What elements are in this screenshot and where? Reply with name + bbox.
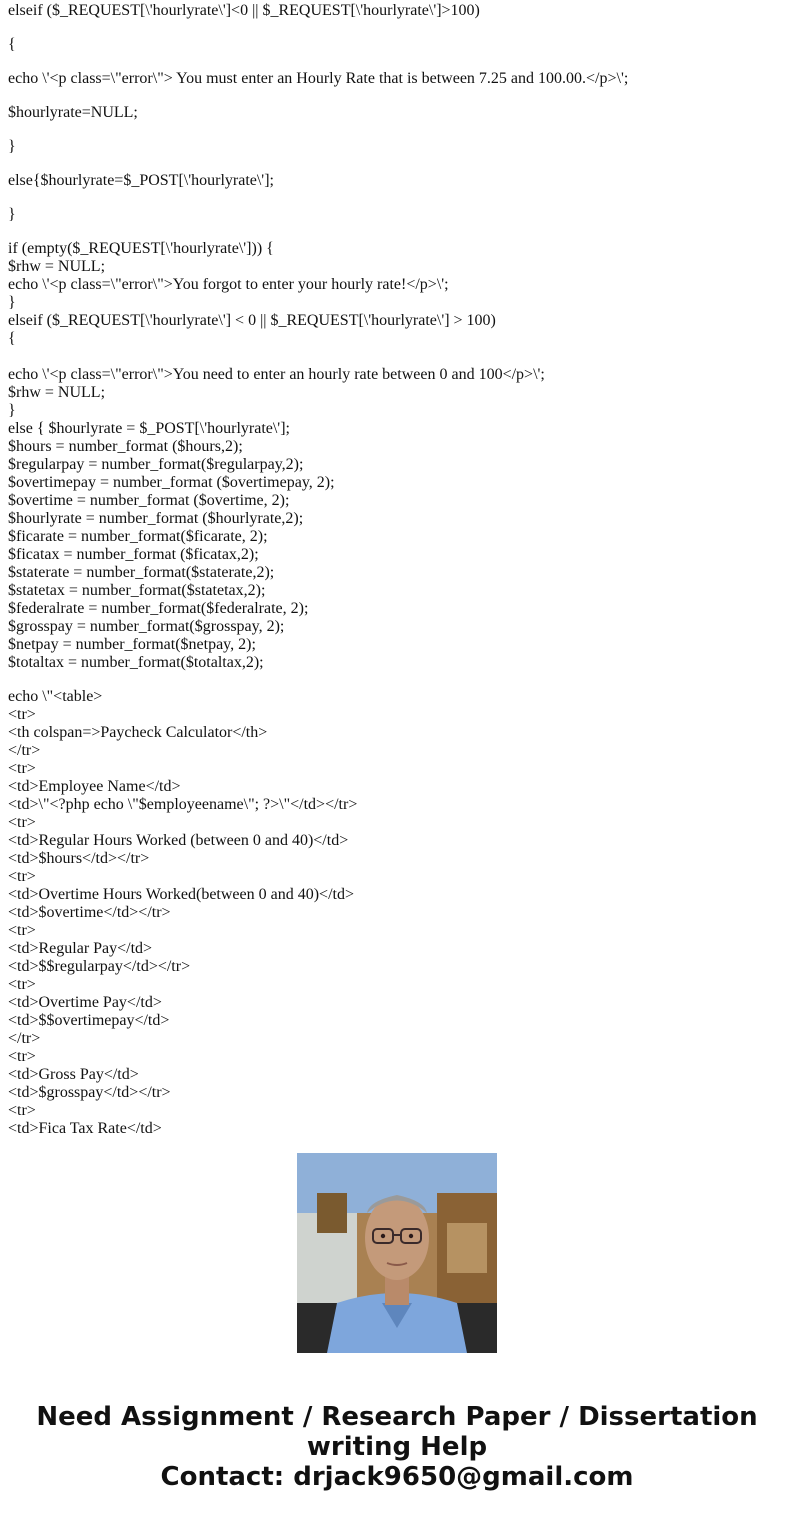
code-line: }: [8, 294, 16, 311]
code-line: $statetax = number_format($statetax,2);: [8, 582, 266, 599]
code-line: $overtime = number_format ($overtime, 2);: [8, 492, 290, 509]
code-line: {: [8, 36, 16, 53]
code-line: $ficarate = number_format($ficarate, 2);: [8, 528, 268, 545]
code-line: echo \'<p class=\"error\">You need to enter an hourly rate between 0 and 100</p>\';: [8, 366, 545, 383]
code-line: $totaltax = number_format($totaltax,2);: [8, 654, 264, 671]
code-line: <td>$$regularpay</td></tr>: [8, 958, 191, 975]
code-line: $netpay = number_format($netpay, 2);: [8, 636, 256, 653]
code-line: $regularpay = number_format($regularpay,2);: [8, 456, 304, 473]
promo-line-1: Need Assignment / Research Paper / Dissertation: [36, 1402, 758, 1432]
code-line: $staterate = number_format($staterate,2);: [8, 564, 275, 581]
promo-banner: [0, 1402, 794, 1492]
code-line: <td>Overtime Pay</td>: [8, 994, 162, 1011]
promo-line-2: writing Help: [306, 1432, 488, 1462]
code-line: }: [8, 206, 16, 223]
code-line: <td>Regular Pay</td>: [8, 940, 153, 957]
code-line: $grosspay = number_format($grosspay, 2);: [8, 618, 285, 635]
code-line: $hourlyrate = number_format ($hourlyrate,2);: [8, 510, 304, 527]
code-line: echo \'<p class=\"error\"> You must enter an Hourly Rate that is between 7.25 and 100.00.</p>\';: [8, 70, 629, 87]
code-line: <tr>: [8, 814, 36, 831]
code-line: <tr>: [8, 976, 36, 993]
code-line: echo \'<p class=\"error\">You forgot to enter your hourly rate!</p>\';: [8, 276, 449, 293]
code-line: $rhw = NULL;: [8, 384, 106, 401]
code-line: <tr>: [8, 706, 36, 723]
promo-line-3: Contact: drjack9650@gmail.com: [160, 1462, 634, 1492]
author-avatar: [297, 1153, 497, 1353]
code-line: elseif ($_REQUEST[\'hourlyrate\']<0 || $_REQUEST[\'hourlyrate\']>100): [8, 2, 480, 19]
code-line: else { $hourlyrate = $_POST[\'hourlyrate\'];: [8, 420, 290, 437]
code-line: $rhw = NULL;: [8, 258, 106, 275]
code-line: <tr>: [8, 760, 36, 777]
code-line: {: [8, 330, 16, 347]
code-line: if (empty($_REQUEST[\'hourlyrate\'])) {: [8, 240, 274, 257]
code-line: <tr>: [8, 868, 36, 885]
code-line: $ficatax = number_format ($ficatax,2);: [8, 546, 259, 563]
code-line: $overtimepay = number_format ($overtimepay, 2);: [8, 474, 335, 491]
code-line: <td>Regular Hours Worked (between 0 and 40)</td>: [8, 832, 349, 849]
code-line: </tr>: [8, 1030, 41, 1047]
code-line: <td>Gross Pay</td>: [8, 1066, 139, 1083]
code-line: else{$hourlyrate=$_POST[\'hourlyrate\'];: [8, 172, 274, 189]
code-line: <tr>: [8, 922, 36, 939]
code-line: }: [8, 138, 16, 155]
code-line: <td>Employee Name</td>: [8, 778, 181, 795]
code-line: <th colspan=>Paycheck Calculator</th>: [8, 724, 268, 741]
code-line: <td>$overtime</td></tr>: [8, 904, 171, 921]
code-line: <td>Fica Tax Rate</td>: [8, 1120, 162, 1137]
code-line: <td>Overtime Hours Worked(between 0 and 40)</td>: [8, 886, 354, 903]
code-line: <td>$$overtimepay</td>: [8, 1012, 170, 1029]
code-line: elseif ($_REQUEST[\'hourlyrate\'] < 0 || $_REQUEST[\'hourlyrate\'] > 100): [8, 312, 496, 329]
code-line: $federalrate = number_format($federalrate, 2);: [8, 600, 309, 617]
code-line: $hourlyrate=NULL;: [8, 104, 138, 121]
code-line: </tr>: [8, 742, 41, 759]
code-line: echo \"<table>: [8, 688, 103, 705]
code-line: <td>$grosspay</td></tr>: [8, 1084, 171, 1101]
code-line: <tr>: [8, 1102, 36, 1119]
code-line: <tr>: [8, 1048, 36, 1065]
code-line: <td>$hours</td></tr>: [8, 850, 150, 867]
portrait-image: [297, 1153, 497, 1353]
code-line: <td>\"<?php echo \"$employeename\"; ?>\"</td></tr>: [8, 796, 358, 813]
code-line: $hours = number_format ($hours,2);: [8, 438, 243, 455]
code-line: }: [8, 402, 16, 419]
